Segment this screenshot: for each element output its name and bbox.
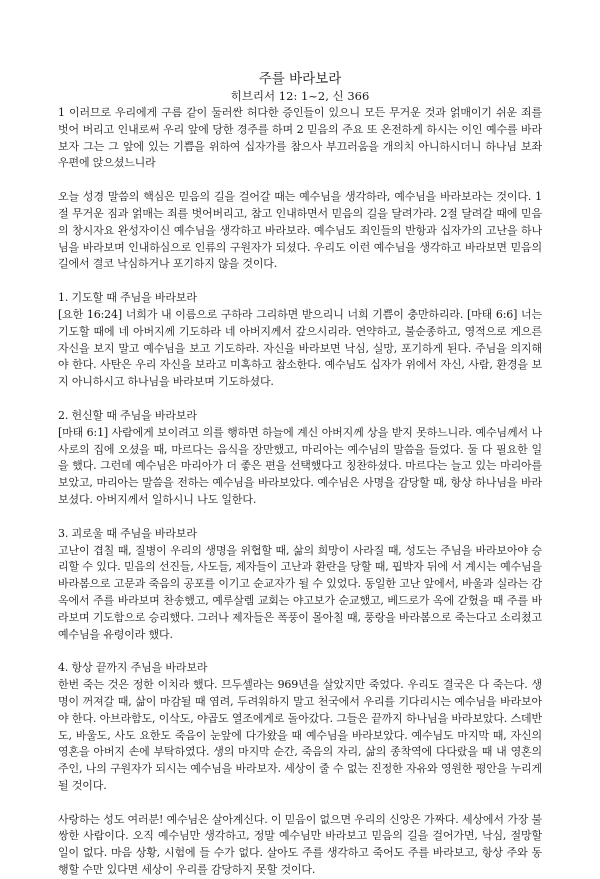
spacer [58, 643, 542, 660]
closing-paragraph: 사랑하는 성도 여러분! 예수님은 살아계신다. 이 믿음이 없으면 우리의 신앙은 가짜다. 세상에서 가장 불쌍한 사람이다. 오직 예수님만 생각하고, 정말 예수님만 바라보고 믿음의 길을 걸어가면, 낙심, 절망할 일이 없다. 마음 상황, 시험에 들 수가 없다. 살아도 주를 생각하고 죽어도 주를 바라보고, 항상 주와 동행할 수만 있다면 세상이 우리를 감당하지 못할 것이다. [58, 812, 542, 877]
spacer [58, 391, 542, 408]
section-body-4: 한번 죽는 것은 정한 이치라 했다. 므두셀라는 969년을 살았지만 죽었다. 우리도 결국은 다 죽는다. 생명이 꺼져갈 때, 삶이 마감될 때 염려, 두려워하지 말고 천국에서 우리를 기다리시는 예수님을 바라보아야 한다. 아브라함도, 이삭도, 야곱도 열조에게로 돌아갔다. 그들은 끝까지 하나님을 바라보았다. 스데반도, 바울도, 사도 요한도 죽음이 눈앞에 다가왔을 때 예수님을 바라보았다. 예수님도 마지막 때, 자신의 영혼을 아버지 손에 부탁하였다. 생의 마지막 순간, 죽음의 자리, 삶의 종착역에 다다랐을 때 내 영혼의 주인, 나의 구원자가 되시는 예수님을 바라보자. 세상이 줄 수 없는 진정한 자유와 영원한 평안을 누리게 될 것이다. [58, 678, 542, 792]
section-heading-1: 1. 기도할 때 주님을 바라보라 [58, 291, 197, 305]
spacer [58, 509, 542, 526]
section-body-1: [요한 16:24] 너희가 내 이름으로 구하라 그리하면 받으리니 너희 기쁨이 충만하리라. [마태 6:6] 너는 기도할 때에 네 아버지께 기도하라 네 아버지께서 갚으시리라. 연약하고, 불순종하고, 영적으로 게으른 자신을 보지 말고 예수님을 보고 기도하라. 자신을 바라보면 낙심, 실망, 포기하게 된다. 주님을 의지해야 한다. 사탄은 우리 자신을 보라고 미혹하고 참소한다. 예수님도 십자가 위에서 자신, 사람, 환경을 보지 아니하시고 하나님을 바라보며 기도하셨다. [58, 307, 542, 389]
section-heading-2: 2. 헌신할 때 주님을 바라보라 [58, 408, 197, 422]
page-title: 주를 바라보라 [258, 71, 342, 87]
section-heading-3: 3. 괴로울 때 주님을 바라보라 [58, 526, 197, 540]
spacer [58, 795, 542, 812]
spacer [58, 172, 542, 189]
scripture-text: 1 이러므로 우리에게 구름 같이 둘러싼 허다한 증인들이 있으니 모든 무거운 것과 얽매이기 쉬운 죄를 벗어 버리고 인내로써 우리 앞에 당한 경주를 하며 2 믿음의 주요 또 온전하게 하시는 이인 예수를 바라보자 그는 그 앞에 있는 기쁨을 위하여 십자가를 참으사 부끄러움을 개의치 아니하시더니 하나님 보좌 우편에 앉으셨느니라 [58, 106, 542, 170]
section-heading-4: 4. 항상 끝까지 주님을 바라보라 [58, 661, 208, 675]
spacer [58, 273, 542, 290]
intro-paragraph: 오늘 성경 말씀의 핵심은 믿음의 길을 걸어갈 때는 예수님을 생각하라, 예수님을 바라보라는 것이다. 1절 무거운 짐과 얽매는 죄를 벗어버리고, 참고 인내하면서 믿음의 길을 달려가라. 2절 달려갈 때에 믿음의 창시자요 완성자이신 예수님을 생각하고 바라보라. 예수님도 죄인들의 반항과 십자가의 고난을 하나님을 바라보며 인내하심으로 인류의 구원자가 되셨다. 우리도 이런 예수님을 생각하고 바라보면 믿음의 길에서 결코 낙심하거나 포기하지 않을 것이다. [58, 190, 542, 271]
section-body-3: 고난이 겹칠 때, 질병이 우리의 생명을 위협할 때, 삶의 희망이 사라질 때, 성도는 주님을 바라보아야 승리할 수 있다. 믿음의 선진들, 사도들, 제자들이 고난과 환란을 당할 때, 핍박자 뒤에 서 계시는 예수님을 바라봄으로 고문과 죽음의 공포를 이기고 순교자가 될 수 있었다. 동일한 고난 앞에서, 바울과 실라는 감옥에서 주를 바라보며 찬송했고, 예루살렘 교회는 야고보가 순교했고, 베드로가 옥에 갇혔을 때 주를 바라보며 기도함으로 승리했다. 그러나 제자들은 폭풍이 몰아칠 때, 풍랑을 바라봄으로 죽는다고 소리쳤고 예수님을 유령이라 했다. [58, 543, 542, 641]
section-body-2: [마태 6:1] 사람에게 보이려고 의를 행하면 하늘에 계신 아버지께 상을 받지 못하느니라. 예수님께서 나사로의 집에 오셨을 때, 마르다는 음식을 장만했고, 마리아는 예수님의 말씀을 들었다. 둘 다 필요한 일을 했다. 그런데 예수님은 마리아가 더 좋은 편을 선택했다고 칭찬하셨다. 마르다는 늘고 있는 마리아를 보았고, 마리아는 말씀을 전하는 예수님을 바라보았다. 예수님은 사명을 감당할 때, 항상 하나님을 바라보셨다. 아버지께서 일하시니 나도 일한다. [58, 425, 542, 506]
scripture-reference: 히브리서 12: 1~2, 신 366 [230, 89, 370, 103]
